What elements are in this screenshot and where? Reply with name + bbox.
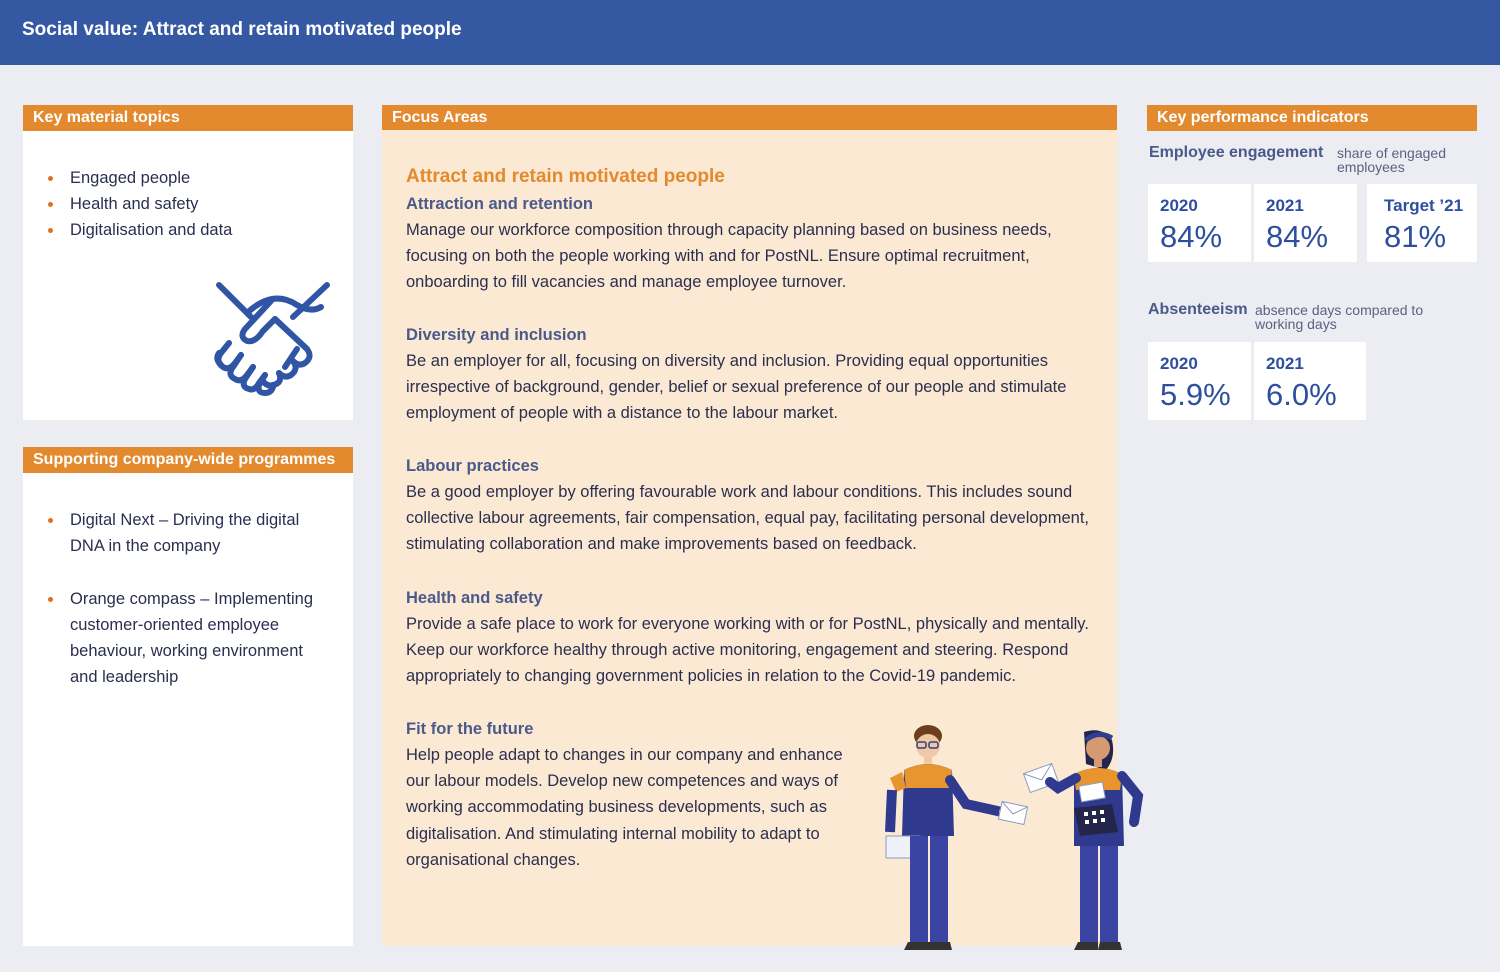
programmes-panel xyxy=(23,473,353,946)
kpi-year: 2021 xyxy=(1266,196,1304,215)
kpi-year: 2020 xyxy=(1160,354,1198,373)
kpi-value: 5.9% xyxy=(1160,377,1231,412)
area-title: Attraction and retention xyxy=(406,195,594,213)
area-title: Labour practices xyxy=(406,457,539,475)
area-title: Diversity and inclusion xyxy=(406,326,587,344)
engagement-sub: employees xyxy=(1337,159,1405,175)
list-item: Orange compass – Implementing customer-oriented employee behaviour, working environment and leadership xyxy=(46,586,336,690)
kpi-card xyxy=(1254,184,1357,262)
list-item: Digital Next – Driving the digital DNA in the company xyxy=(46,507,336,559)
kpi-value: 6.0% xyxy=(1266,377,1337,412)
woman-figure xyxy=(1050,730,1138,950)
kpi-year: 2021 xyxy=(1266,354,1304,373)
focus-area xyxy=(406,453,1106,558)
area-text: Be an employer for all, focusing on diversity and inclusion. Providing equal opportunities irrespective of background, gender, belief or sexual preference of our people and stimulate employment of people with a distance to the labour market. xyxy=(406,352,1067,423)
focus-area xyxy=(406,191,1106,296)
key-material-header: Key material topics xyxy=(23,105,353,131)
area-title: Fit for the future xyxy=(406,720,534,738)
kpi-card xyxy=(1367,184,1477,262)
list-item: Engaged people xyxy=(46,165,232,191)
engagement-label: Employee engagement xyxy=(1149,144,1324,161)
focus-header: Focus Areas xyxy=(382,105,1117,131)
man-figure xyxy=(886,725,1009,950)
list-item: Health and safety xyxy=(46,191,232,217)
kpi-year: Target ’21 xyxy=(1384,196,1464,215)
page-header xyxy=(0,0,1500,65)
kpi-card xyxy=(1148,184,1251,262)
programmes-header: Supporting company-wide programmes xyxy=(23,447,353,473)
area-text: Be a good employer by offering favourable work and labour conditions. This includes sound collective labour agreements, fair compensation, equal pay, facilitating personal development, stimulating collaboration and make improvements based on feedback. xyxy=(406,483,1090,554)
engagement-sub: share of engaged xyxy=(1337,145,1446,161)
kpi-year: 2020 xyxy=(1160,196,1198,215)
absenteeism-sub: working days xyxy=(1255,316,1337,332)
kpi-value: 84% xyxy=(1160,219,1223,254)
kpi-card xyxy=(1148,342,1251,420)
kpi-value: 81% xyxy=(1384,219,1447,254)
absenteeism-label: Absenteeism xyxy=(1148,301,1248,318)
page-title: Social value: Attract and retain motivated people xyxy=(22,19,462,40)
envelope-icon xyxy=(998,763,1058,824)
area-title: Health and safety xyxy=(406,589,543,607)
area-text: Help people adapt to changes in our company and enhance our labour models. Develop new competences and ways of working accommodating business developments, such as digitalisation. And stimulating internal mobility to adapt to organisational changes. xyxy=(406,746,843,869)
focus-area xyxy=(406,585,1106,690)
key-material-list xyxy=(46,165,232,243)
kpi-header: Key performance indicators xyxy=(1147,105,1477,131)
handshake-icon xyxy=(211,279,335,405)
area-text: Manage our workforce composition through capacity planning based on business needs, focusing on both the people working with and for PostNL. Ensure optimal recruitment, onboarding to fill vacancies and manage employee turnover. xyxy=(406,221,1052,292)
list-item: Digitalisation and data xyxy=(46,217,232,243)
focus-area xyxy=(406,322,1106,427)
area-text: Provide a safe place to work for everyone working with or for PostNL, physically and mentally. Keep our workforce healthy through active monitoring, engagement and steering. Respond appropriately to changing government policies in relation to the Covid-19 pandemic. xyxy=(406,615,1089,686)
postnl-staff-illustration xyxy=(880,718,1150,958)
focus-heading: Attract and retain motivated people xyxy=(406,166,725,187)
key-material-panel xyxy=(23,131,353,420)
programmes-list xyxy=(46,507,336,690)
kpi-value: 84% xyxy=(1266,219,1329,254)
absenteeism-sub: absence days compared to xyxy=(1255,302,1424,318)
kpi-card xyxy=(1254,342,1366,420)
